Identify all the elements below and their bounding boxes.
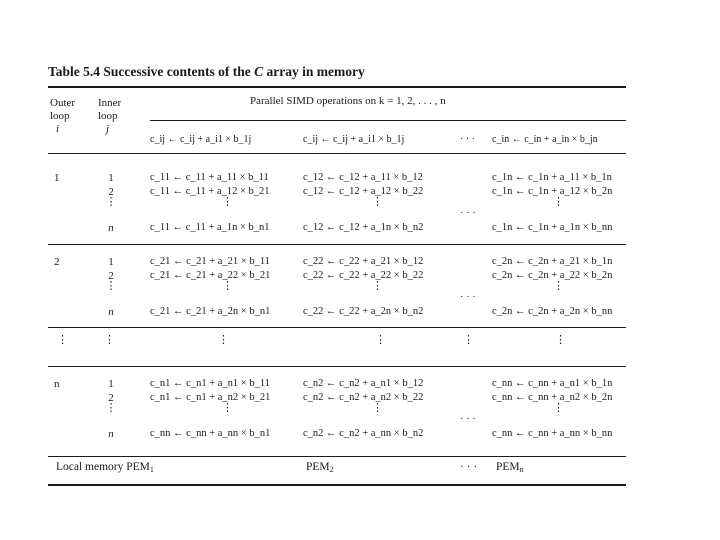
- header-col-n: c_in ← c_in + a_in × b_jn: [492, 134, 598, 145]
- table-cell: c_12 ← c_12 + a_12 × b_22: [303, 186, 424, 197]
- outer-loop-value: n: [54, 378, 60, 390]
- inner-loop-value: ⋮: [105, 280, 117, 292]
- column-ellipsis: · · ·: [460, 292, 476, 303]
- middle-vdots: ⋮: [57, 334, 68, 346]
- outer-loop-value: 2: [54, 256, 60, 268]
- footer-dots: · · ·: [460, 461, 478, 473]
- column-vdots: ⋮: [553, 280, 564, 292]
- table-cell: c_2n ← c_2n + a_21 × b_1n: [492, 256, 613, 267]
- table-cell: c_n1 ← c_n1 + a_n2 × b_21: [150, 392, 271, 403]
- footer-pem-2: $PEM_2$: [306, 461, 334, 474]
- table-cell: c_11 ← c_11 + a_11 × b_11: [150, 172, 269, 183]
- bottom-rule: [48, 484, 626, 486]
- inner-loop-value: 1: [108, 256, 114, 268]
- inner-loop-value: n: [108, 306, 114, 318]
- inner-loop-value: 2: [108, 392, 114, 404]
- inner-loop-value: n: [108, 222, 114, 234]
- header-col-2: c_ij ← c_ij + a_i1 × b_1j: [303, 134, 405, 145]
- column-vdots: ⋮: [222, 280, 233, 292]
- block-separator-rule: [48, 327, 626, 328]
- column-ellipsis: · · ·: [460, 414, 476, 425]
- column-vdots: ⋮: [222, 402, 233, 414]
- table-cell: c_1n ← c_1n + a_12 × b_2n: [492, 186, 613, 197]
- table-cell: c_2n ← c_2n + a_2n × b_nn: [492, 306, 613, 317]
- top-rule: [48, 86, 626, 88]
- table-cell: c_nn ← c_nn + a_n1 × b_1n: [492, 378, 613, 389]
- block-separator-rule: [48, 244, 626, 245]
- footer-local-memory: Local memory $PEM_1$: [56, 461, 154, 474]
- inner-loop-value: ⋮: [105, 402, 117, 414]
- header-rule: [48, 153, 626, 154]
- middle-vdots: ⋮: [463, 334, 474, 346]
- table-cell: c_n2 ← c_n2 + a_nn × b_n2: [303, 428, 424, 439]
- footer-pem-n: $PEM_n$: [496, 461, 524, 474]
- outer-loop-value: 1: [54, 172, 60, 184]
- column-vdots: ⋮: [372, 196, 383, 208]
- inner-loop-value: ⋮: [105, 196, 117, 208]
- block-separator-rule: [48, 366, 626, 367]
- middle-vdots: ⋮: [104, 334, 115, 346]
- column-vdots: ⋮: [372, 280, 383, 292]
- table-cell: c_nn ← c_nn + a_nn × b_n1: [150, 428, 271, 439]
- table-cell: c_2n ← c_2n + a_22 × b_2n: [492, 270, 613, 281]
- table-cell: c_22 ← c_22 + a_21 × b_12: [303, 256, 424, 267]
- table-cell: c_nn ← c_nn + a_n2 × b_2n: [492, 392, 613, 403]
- inner-loop-value: n: [108, 428, 114, 440]
- table-cell: c_1n ← c_1n + a_1n × b_nn: [492, 222, 613, 233]
- header-parallel-simd: Parallel SIMD operations on k = 1, 2, . . . , n: [250, 95, 446, 107]
- header-inner-loop: Inner loop j: [98, 97, 122, 135]
- header-subrule: [150, 120, 626, 121]
- inner-loop-value: 2: [108, 270, 114, 282]
- table-cell: c_n1 ← c_n1 + a_n1 × b_11: [150, 378, 270, 389]
- table-cell: c_n2 ← c_n2 + a_n1 × b_12: [303, 378, 424, 389]
- inner-loop-value: 1: [108, 378, 114, 390]
- table-cell: c_n2 ← c_n2 + a_n2 × b_22: [303, 392, 424, 403]
- table-title: Table 5.4 Successive contents of the C array in memory: [48, 64, 365, 79]
- table-cell: c_21 ← c_21 + a_21 × b_11: [150, 256, 270, 267]
- table-cell: c_11 ← c_11 + a_1n × b_n1: [150, 222, 270, 233]
- table-cell: c_12 ← c_12 + a_1n × b_n2: [303, 222, 424, 233]
- table-cell: c_1n ← c_1n + a_11 × b_1n: [492, 172, 612, 183]
- middle-vdots: ⋮: [218, 334, 229, 346]
- table-cell: c_12 ← c_12 + a_11 × b_12: [303, 172, 423, 183]
- inner-loop-value: 1: [108, 172, 114, 184]
- table-cell: c_11 ← c_11 + a_12 × b_21: [150, 186, 270, 197]
- header-col-dots: · · ·: [460, 134, 475, 145]
- table-cell: c_nn ← c_nn + a_nn × b_nn: [492, 428, 613, 439]
- table-cell: c_22 ← c_22 + a_2n × b_n2: [303, 306, 424, 317]
- footer-rule: [48, 456, 626, 457]
- table-cell: c_21 ← c_21 + a_22 × b_21: [150, 270, 271, 281]
- column-vdots: ⋮: [553, 402, 564, 414]
- table-cell: c_22 ← c_22 + a_22 × b_22: [303, 270, 424, 281]
- header-col-1: c_ij ← c_ij + a_i1 × b_1j: [150, 134, 252, 145]
- middle-vdots: ⋮: [555, 334, 566, 346]
- inner-loop-value: 2: [108, 186, 114, 198]
- column-vdots: ⋮: [372, 402, 383, 414]
- column-ellipsis: · · ·: [460, 208, 476, 219]
- table-cell: c_21 ← c_21 + a_2n × b_n1: [150, 306, 271, 317]
- middle-vdots: ⋮: [375, 334, 386, 346]
- header-outer-loop: Outer loop i: [50, 97, 76, 135]
- column-vdots: ⋮: [553, 196, 564, 208]
- column-vdots: ⋮: [222, 196, 233, 208]
